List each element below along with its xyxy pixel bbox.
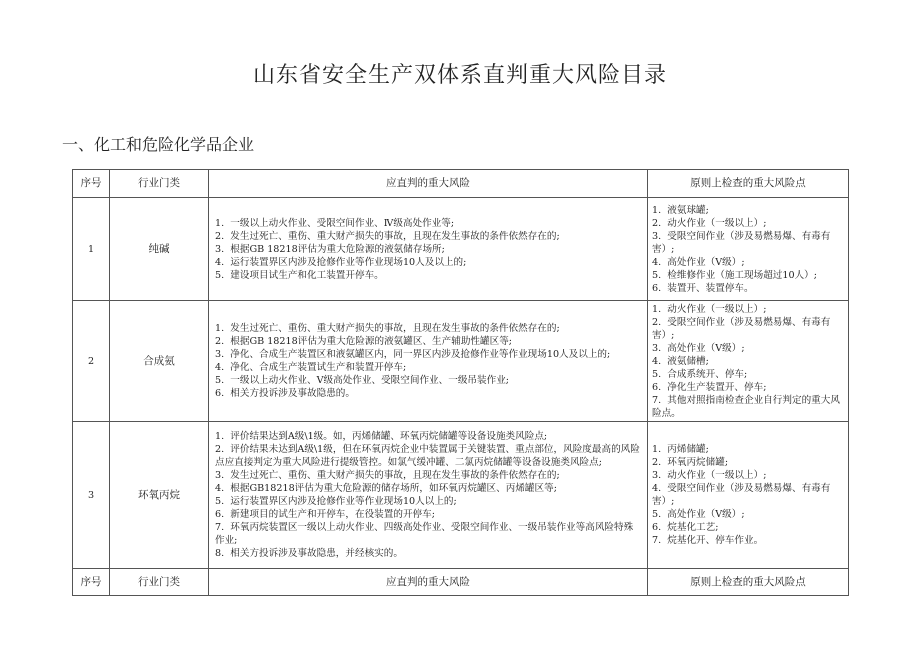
risk-item: 2. 根据GB 18218评估为重大危险源的液氨罐区、生产辅助性罐区等; [215, 336, 513, 347]
footer-header-no: 序号 [73, 569, 110, 596]
row-risks [209, 301, 648, 422]
checkpoint-item: 2. 受限空间作业（涉及易燃易爆、有毒有害）; [652, 316, 831, 341]
risk-item: 5. 一级以上动火作业、Ⅴ级高处作业、受限空间作业、一级吊装作业; [215, 375, 510, 386]
risk-item: 3. 发生过死亡、重伤、重大财产损失的事故，且现在发生事故的条件依然存在的; [215, 470, 560, 481]
header-no: 序号 [73, 170, 110, 198]
risk-item: 8. 相关方投诉涉及事故隐患，并经核实的。 [215, 548, 403, 559]
checkpoint-item: 1. 丙烯储罐; [652, 444, 709, 455]
risk-item: 4. 根据GB18218评估为重大危险源的储存场所，如环氧丙烷罐区、丙烯罐区等; [215, 483, 557, 494]
risk-item: 3. 根据GB 18218评估为重大危险源的液氨储存场所; [215, 243, 445, 255]
row-checkpoints [648, 198, 849, 301]
checkpoint-item: 6. 装置开、装置停车。 [652, 282, 754, 294]
risk-item: 6. 相关方投诉涉及事故隐患的。 [215, 388, 355, 399]
table-footer-header-row [73, 569, 849, 596]
header-category: 行业门类 [110, 170, 209, 198]
checkpoint-item: 1. 动火作业（一级以上）; [652, 303, 767, 315]
header-risks: 应直判的重大风险 [209, 170, 648, 198]
row-no: 3 [73, 422, 110, 569]
checkpoint-item: 7. 烷基化开、停车作业。 [652, 535, 764, 546]
risk-item: 3. 净化、合成生产装置区和液氨罐区内，同一界区内涉及抢修作业等作业现场10人及以上的; [215, 349, 611, 360]
footer-header-risks: 应直判的重大风险 [209, 569, 648, 596]
risk-item: 1. 发生过死亡、重伤、重大财产损失的事故，且现在发生事故的条件依然存在的; [215, 323, 560, 334]
risk-item: 5. 建设项目试生产和化工装置开停车。 [215, 269, 384, 281]
footer-header-checkpoints: 原则上检查的重大风险点 [648, 569, 849, 596]
row-risks [209, 198, 648, 301]
risk-item: 1. 一级以上动火作业、受限空间作业、Ⅳ级高处作业等; [215, 217, 455, 229]
footer-header-category: 行业门类 [110, 569, 209, 596]
risk-item: 2. 评价结果未达到A级\1级，但在环氧丙烷企业中装置属于关键装置、重点部位，风险度最高的风险点应直接判定为重大风险进行提级管控。如氯气缓冲罐、二氯丙烷储罐等设备设施类风险点; [215, 444, 640, 468]
row-category: 合成氨 [110, 301, 209, 422]
row-checkpoints [648, 301, 849, 422]
checkpoint-item: 7. 其他对照指南检查企业自行判定的重大风险点。 [652, 394, 840, 419]
risk-item: 4. 运行装置界区内涉及抢修作业等作业现场10人及以上的; [215, 256, 467, 268]
table-row [73, 301, 849, 422]
checkpoint-item: 2. 动火作业（一级以上）; [652, 217, 767, 229]
risk-item: 2. 发生过死亡、重伤、重大财产损失的事故，且现在发生事故的条件依然存在的; [215, 230, 560, 242]
checkpoint-item: 6. 烷基化工艺; [652, 522, 719, 533]
risk-item: 5. 运行装置界区内涉及抢修作业等作业现场10人以上的; [215, 496, 457, 507]
checkpoint-item: 5. 检维修作业（施工现场超过10人）; [652, 269, 818, 281]
row-risks [209, 422, 648, 569]
table-row [73, 198, 849, 301]
checkpoint-item: 3. 受限空间作业（涉及易燃易爆、有毒有害）; [652, 230, 831, 255]
table-row [73, 422, 849, 569]
checkpoint-item: 3. 高处作业（Ⅴ级）; [652, 342, 745, 354]
row-no: 1 [73, 198, 110, 301]
checkpoint-item: 5. 合成系统开、停车; [652, 368, 748, 380]
checkpoint-item: 4. 受限空间作业（涉及易燃易爆、有毒有害）; [652, 483, 831, 507]
row-category: 环氧丙烷 [110, 422, 209, 569]
checkpoint-item: 4. 液氨储槽; [652, 355, 709, 367]
risk-item: 6. 新建项目的试生产和开停车，在役装置的开停车; [215, 509, 435, 520]
risk-item: 4. 净化、合成生产装置试生产和装置开停车; [215, 362, 407, 373]
page-title: 山东省安全生产双体系直判重大风险目录 [252, 63, 667, 88]
header-checkpoints: 原则上检查的重大风险点 [648, 170, 849, 198]
risk-table [72, 169, 849, 596]
risk-item: 1. 评价结果达到A级\1级。如，丙烯储罐、环氧丙烷储罐等设备设施类风险点; [215, 431, 548, 442]
row-no: 2 [73, 301, 110, 422]
section-heading: 一、化工和危险化学品企业 [62, 135, 255, 154]
checkpoint-item: 2. 环氧丙烷储罐; [652, 457, 729, 468]
risk-item: 7. 环氧丙烷装置区一级以上动火作业、四级高处作业、受限空间作业、一级吊装作业等高风险特殊作业; [215, 522, 634, 546]
table-header-row [73, 170, 849, 198]
row-checkpoints [648, 422, 849, 569]
checkpoint-item: 5. 高处作业（Ⅴ级）; [652, 509, 745, 520]
row-category: 纯碱 [110, 198, 209, 301]
checkpoint-item: 6. 净化生产装置开、停车; [652, 381, 767, 393]
checkpoint-item: 1. 液氨球罐; [652, 204, 709, 216]
checkpoint-item: 4. 高处作业（Ⅴ级）; [652, 256, 745, 268]
checkpoint-item: 3. 动火作业（一级以上）; [652, 470, 767, 481]
